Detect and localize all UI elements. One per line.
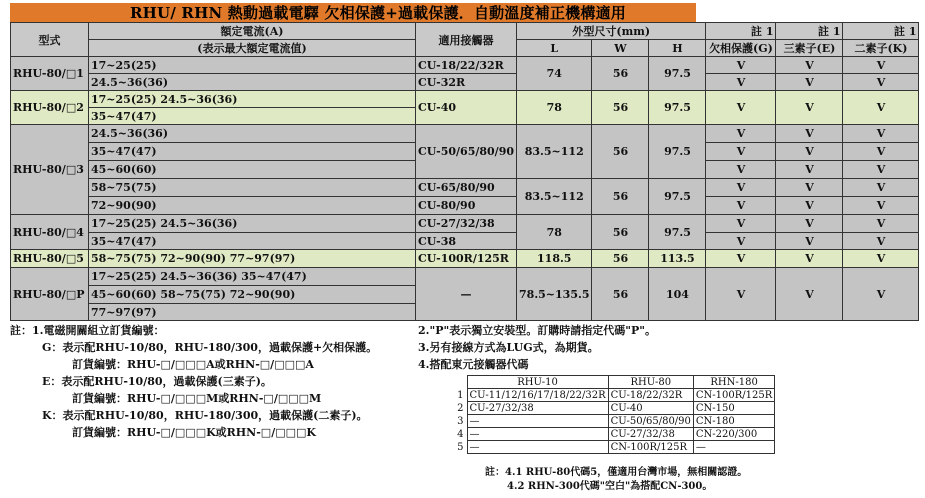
check-k: V [843, 74, 919, 91]
sub-cell: CN-100R/125R [608, 441, 693, 454]
check-e: V [776, 268, 843, 321]
dim-W: 56 [592, 91, 649, 125]
check-e: V [776, 143, 843, 161]
header-note1-g: 註 1 [706, 23, 776, 40]
note-line: G：表示配RHU-10/80，RHU-180/300，過載保護+欠相保護。 [42, 341, 378, 354]
dim-H: 97.5 [649, 91, 706, 125]
dim-L: 83.5~112 [517, 179, 592, 215]
sub-header: RHU-80 [608, 376, 693, 389]
model-5: RHU-80/□5 [11, 250, 89, 268]
note-line: 註：1.電磁開關組立訂貨編號： [10, 324, 165, 337]
dim-H: 97.5 [649, 125, 706, 179]
sub-cell: CU-11/12/16/17/18/22/32R [467, 389, 608, 402]
check-g: V [706, 91, 776, 125]
check-g: V [706, 161, 776, 179]
current-cell: 45~60(60) 58~75(75) 72~90(90) [89, 286, 416, 304]
sub-cell: CU-50/65/80/90 [608, 415, 693, 428]
sub-code: 2 [457, 402, 464, 414]
check-k: V [843, 250, 919, 268]
dim-L: 78 [517, 91, 592, 125]
header-k: 二素子(K) [843, 40, 919, 57]
notes-right [418, 322, 918, 373]
contactor-code-table [455, 375, 775, 454]
check-g: V [706, 57, 776, 74]
dim-L: 83.5~112 [517, 125, 592, 179]
sub-cell: CU-27/32/38 [608, 428, 693, 441]
dim-H: 97.5 [649, 179, 706, 215]
model-3: RHU-80/□3 [11, 125, 89, 215]
current-cell: 58~75(75) [89, 179, 416, 197]
sub-cell: CN-180 [693, 415, 774, 428]
current-cell: 17~25(25) 24.5~36(36) [89, 215, 416, 233]
check-g: V [706, 125, 776, 143]
check-e: V [776, 74, 843, 91]
sub-cell: CN-150 [693, 402, 774, 415]
check-e: V [776, 250, 843, 268]
check-g: V [706, 179, 776, 197]
contactor-cell: CU-100R/125R [416, 250, 517, 268]
note-line: 4.搭配東元接觸器代碼 [418, 358, 529, 371]
check-g: V [706, 215, 776, 233]
note-line: 2."P"表示獨立安裝型。訂購時請指定代碼"P"。 [418, 324, 656, 337]
dim-W: 56 [592, 268, 649, 321]
check-k: V [843, 268, 919, 321]
check-k: V [843, 233, 919, 250]
header-contactor: 適用接觸器 [416, 23, 517, 57]
check-g: V [706, 250, 776, 268]
sub-header: RHN-180 [693, 376, 774, 389]
check-k: V [843, 57, 919, 74]
header-e: 三素子(E) [776, 40, 843, 57]
sub-code: 1 [457, 389, 464, 401]
check-e: V [776, 197, 843, 215]
contactor-cell: CU-50/65/80/90 [416, 125, 517, 179]
header-current-sub: (表示最大額定電流值) [89, 40, 416, 57]
sub-note-line: 註：4.1 RHU-80代碼5，僅適用台灣市場，無相關認證。 [485, 467, 748, 478]
current-cell: 35~47(47) [89, 143, 416, 161]
dim-L: 74 [517, 57, 592, 91]
check-k: V [843, 125, 919, 143]
check-k: V [843, 179, 919, 197]
contactor-cell: CU-80/90 [416, 197, 517, 215]
dim-W: 56 [592, 250, 649, 268]
check-e: V [776, 125, 843, 143]
header-L: L [517, 40, 592, 57]
sub-code: 4 [457, 428, 464, 440]
dim-W: 56 [592, 57, 649, 91]
sub-cell: — [467, 441, 608, 454]
check-k: V [843, 197, 919, 215]
note-line: 3.另有接線方式為LUG式，為期貨。 [418, 341, 599, 354]
sub-cell: — [467, 428, 608, 441]
note-line: K：表示配RHU-10/80，RHU-180/300，過載保護(二素子)。 [42, 409, 368, 422]
contactor-cell: CU-32R [416, 74, 517, 91]
sub-cell: — [693, 441, 774, 454]
contactor-cell: CU-65/80/90 [416, 179, 517, 197]
check-g: V [706, 197, 776, 215]
spec-table [10, 22, 919, 321]
header-note1-k: 註 1 [843, 23, 919, 40]
check-g: V [706, 74, 776, 91]
check-e: V [776, 91, 843, 125]
current-cell: 17~25(25) 24.5~36(36) [89, 91, 416, 108]
check-e: V [776, 233, 843, 250]
contactor-cell: CU-27/32/38 [416, 215, 517, 233]
dim-H: 97.5 [649, 215, 706, 250]
header-note1-e: 註 1 [776, 23, 843, 40]
sub-cell: CU-18/22/32R [608, 389, 693, 402]
header-g: 欠相保護(G) [706, 40, 776, 57]
model-1: RHU-80/□1 [11, 57, 89, 91]
header-current: 額定電流(A) [89, 23, 416, 40]
sub-note-line: 4.2 RHN-300代碼"空白"為搭配CN-300。 [507, 481, 713, 492]
contactor-cell: CU-18/22/32R [416, 57, 517, 74]
sub-cell: CN-100R/125R [693, 389, 774, 402]
page-title: RHU/ RHN 熱動過載電驛 欠相保護+過載保護．自動溫度補正機構適用 [10, 3, 696, 23]
model-p: RHU-80/□P [11, 268, 89, 321]
sub-cell: CU-40 [608, 402, 693, 415]
current-cell: 17~25(25) [89, 57, 416, 74]
header-model: 型式 [11, 23, 89, 57]
sub-cell: — [467, 415, 608, 428]
contactor-cell: CU-38 [416, 233, 517, 250]
notes-left [10, 322, 420, 441]
check-k: V [843, 91, 919, 125]
sub-code: 5 [457, 441, 464, 453]
current-cell: 45~60(60) [89, 161, 416, 179]
check-e: V [776, 161, 843, 179]
note-line: 訂貨編號：RHU-□/□□□M或RHN-□/□□□M [72, 392, 322, 405]
current-cell: 35~47(47) [89, 233, 416, 250]
dim-W: 56 [592, 179, 649, 215]
check-e: V [776, 179, 843, 197]
sub-notes [485, 466, 747, 494]
header-dims: 外型尺寸(mm) [517, 23, 706, 40]
current-cell: 77~97(97) [89, 304, 416, 321]
check-e: V [776, 57, 843, 74]
contactor-cell: CU-40 [416, 91, 517, 125]
check-g: V [706, 233, 776, 250]
contactor-cell: — [416, 268, 517, 321]
dim-W: 56 [592, 215, 649, 250]
dim-H: 113.5 [649, 250, 706, 268]
note-line: 訂貨編號：RHU-□/□□□A或RHN-□/□□□A [72, 358, 314, 371]
dim-L: 78.5~135.5 [517, 268, 592, 321]
current-cell: 35~47(47) [89, 108, 416, 125]
current-cell: 24.5~36(36) [89, 125, 416, 143]
model-4: RHU-80/□4 [11, 215, 89, 250]
sub-cell: CU-27/32/38 [467, 402, 608, 415]
current-cell: 72~90(90) [89, 197, 416, 215]
model-2: RHU-80/□2 [11, 91, 89, 125]
dim-H: 104 [649, 268, 706, 321]
dim-W: 56 [592, 125, 649, 179]
current-cell: 58~75(75) 72~90(90) 77~97(97) [89, 250, 416, 268]
dim-H: 97.5 [649, 57, 706, 91]
sub-code: 3 [457, 415, 464, 427]
sub-header: RHU-10 [467, 376, 608, 389]
check-g: V [706, 143, 776, 161]
current-cell: 17~25(25) 24.5~36(36) 35~47(47) [89, 268, 416, 286]
current-cell: 24.5~36(36) [89, 74, 416, 91]
check-e: V [776, 215, 843, 233]
note-line: E：表示配RHU-10/80，過載保護(三素子)。 [42, 375, 272, 388]
check-g: V [706, 268, 776, 321]
sub-cell: CN-220/300 [693, 428, 774, 441]
header-W: W [592, 40, 649, 57]
check-k: V [843, 143, 919, 161]
check-k: V [843, 161, 919, 179]
check-k: V [843, 215, 919, 233]
dim-L: 118.5 [517, 250, 592, 268]
dim-L: 78 [517, 215, 592, 250]
note-line: 訂貨編號：RHU-□/□□□K或RHN-□/□□□K [72, 426, 316, 439]
header-H: H [649, 40, 706, 57]
sub-corner [455, 376, 467, 389]
